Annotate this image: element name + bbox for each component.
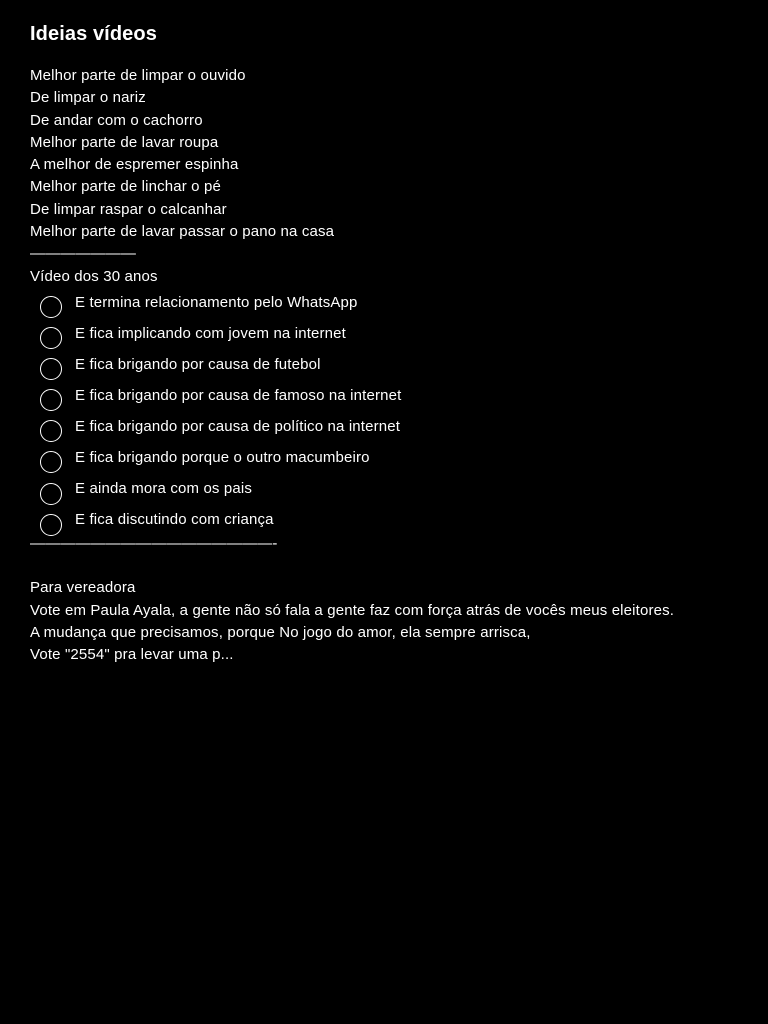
unchecked-circle-icon[interactable] <box>40 483 62 505</box>
unchecked-circle-icon[interactable] <box>40 296 62 318</box>
checklist-item-text[interactable]: E fica brigando por causa de famoso na internet <box>75 386 402 404</box>
checklist-heading[interactable]: Vídeo dos 30 anos <box>30 267 158 285</box>
checklist-item <box>30 383 750 414</box>
checklist-item <box>30 445 750 476</box>
checklist-item-text[interactable]: E fica discutindo com criança <box>75 511 274 529</box>
checklist-item-text[interactable]: E termina relacionamento pelo WhatsApp <box>75 293 358 311</box>
idea-line[interactable]: Melhor parte de lavar roupa <box>30 133 219 151</box>
checklist-item-text[interactable]: E fica brigando por causa de futebol <box>75 355 321 373</box>
checklist-item <box>30 352 750 383</box>
idea-line[interactable]: De andar com o cachorro <box>30 111 203 129</box>
checklist-item <box>30 290 750 321</box>
unchecked-circle-icon[interactable] <box>40 420 62 442</box>
idea-line[interactable]: Melhor parte de lavar passar o pano na casa <box>30 223 335 241</box>
campaign-line[interactable]: A mudança que precisamos, porque No jogo do amor, ela sempre arrisca, <box>30 623 531 641</box>
note-title[interactable]: Ideias vídeos <box>30 23 157 45</box>
checklist-item-text[interactable]: E fica brigando porque o outro macumbeiro <box>75 448 370 466</box>
campaign-heading[interactable]: Para vereadora <box>30 579 136 597</box>
campaign-line[interactable]: Vote "2554" pra levar uma p... <box>30 646 234 664</box>
blank-line <box>30 555 750 577</box>
ideas-list <box>30 65 750 243</box>
checklist-item <box>30 321 750 352</box>
campaign-line[interactable]: Vote em Paula Ayala, a gente não só fala a gente faz com força atrás de vocês meus eleitores. <box>30 601 675 619</box>
idea-line[interactable]: De limpar raspar o calcanhar <box>30 200 227 218</box>
unchecked-circle-icon[interactable] <box>40 358 62 380</box>
checklist-item-text[interactable]: E fica brigando por causa de político na internet <box>75 417 401 435</box>
idea-line[interactable]: De limpar o nariz <box>30 89 146 107</box>
checklist-item-text[interactable]: E fica implicando com jovem na internet <box>75 324 346 342</box>
unchecked-circle-icon[interactable] <box>40 451 62 473</box>
note-body[interactable] <box>30 18 750 667</box>
idea-line[interactable]: A melhor de espremer espinha <box>30 156 239 174</box>
idea-line[interactable]: Melhor parte de limpar o ouvido <box>30 67 246 84</box>
checklist-item <box>30 477 750 508</box>
checklist-item-text[interactable]: E ainda mora com os pais <box>75 480 253 498</box>
unchecked-circle-icon[interactable] <box>40 327 62 349</box>
divider-line: ——————— <box>30 245 137 263</box>
checklist-item <box>30 414 750 445</box>
divider-line: ————————————————- <box>30 534 278 552</box>
unchecked-circle-icon[interactable] <box>40 389 62 411</box>
campaign-section <box>30 577 750 666</box>
idea-line[interactable]: Melhor parte de linchar o pé <box>30 178 221 196</box>
checklist <box>30 290 750 539</box>
